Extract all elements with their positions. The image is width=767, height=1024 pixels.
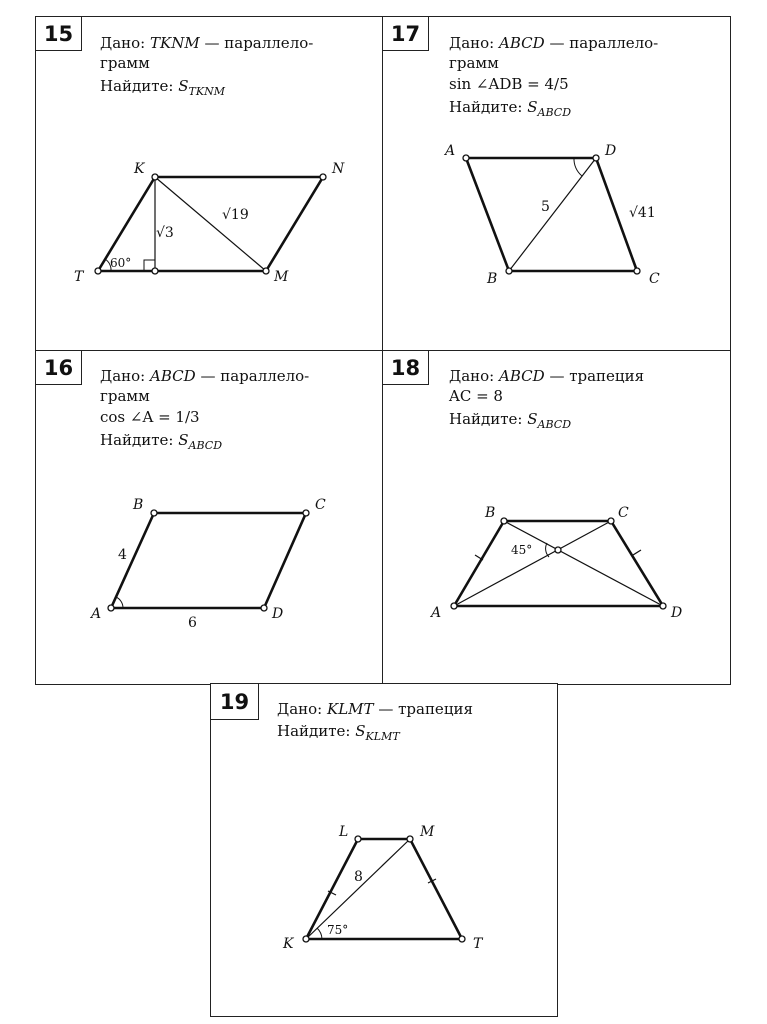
find-line: Найдите: $S_{KLMT}$ xyxy=(277,722,400,743)
label-m: M xyxy=(274,269,289,285)
label-k: K xyxy=(283,936,294,952)
label-b: B xyxy=(133,497,144,513)
vertex-m xyxy=(263,268,269,274)
parallelogram-abcd-figure xyxy=(36,351,385,686)
height-foot xyxy=(152,268,158,274)
vertex-a xyxy=(451,603,457,609)
vertex-d xyxy=(660,603,666,609)
label-angle: 60° xyxy=(110,256,132,270)
label-l: L xyxy=(339,824,349,840)
diagonal-bd xyxy=(504,521,663,606)
diagonal-km xyxy=(306,839,410,939)
diagonal-km xyxy=(155,177,266,271)
label-d: D xyxy=(272,606,284,622)
vertex-t xyxy=(459,936,465,942)
problem-number: 18 xyxy=(383,351,429,385)
condition-line: AC = 8 xyxy=(449,387,503,405)
find-line: Найдите: $S_{ABCD}$ xyxy=(449,98,572,119)
problem-17-card xyxy=(382,16,731,352)
problem-16-card xyxy=(35,350,384,685)
given-line: Дано: KLMT — трапеция xyxy=(277,700,473,718)
condition-line: cos ∠A = 1/3 xyxy=(100,408,200,426)
label-angle: 75° xyxy=(327,923,349,937)
vertex-b xyxy=(501,518,507,524)
problem-number: 15 xyxy=(36,17,82,51)
trapezoid-abcd-figure xyxy=(383,351,732,686)
problem-19-card xyxy=(210,683,558,1017)
label-d: D xyxy=(605,143,617,159)
vertex-c xyxy=(634,268,640,274)
problem-18-card xyxy=(382,350,731,685)
find-line: Найдите: $S_{TKNM}$ xyxy=(100,77,225,98)
vertex-m xyxy=(407,836,413,842)
problem-number: 17 xyxy=(383,17,429,51)
diagonal-intersection xyxy=(555,547,561,553)
label-b: B xyxy=(487,271,498,287)
vertex-l xyxy=(355,836,361,842)
given-continuation: грамм xyxy=(449,54,499,72)
parallelogram-tknm-figure xyxy=(36,17,385,353)
condition-line: sin ∠ADB = 4/5 xyxy=(449,75,569,93)
label-c: C xyxy=(649,271,660,287)
label-angle: 45° xyxy=(511,543,533,557)
label-diagonal: 5 xyxy=(541,199,550,215)
label-a: A xyxy=(91,606,102,622)
parallelogram-abcd-figure xyxy=(383,17,732,353)
label-b: B xyxy=(485,505,496,521)
given-continuation: грамм xyxy=(100,387,150,405)
label-c: C xyxy=(315,497,326,513)
vertex-d xyxy=(261,605,267,611)
vertex-c xyxy=(303,510,309,516)
trapezoid-klmt-figure xyxy=(211,684,559,1018)
diagonal-bd xyxy=(509,158,596,271)
label-side: √41 xyxy=(629,205,656,221)
label-side-ab: 4 xyxy=(118,547,127,563)
label-d: D xyxy=(671,605,683,621)
label-diagonal: √19 xyxy=(222,207,249,223)
vertex-t xyxy=(95,268,101,274)
vertex-a xyxy=(108,605,114,611)
label-height: √3 xyxy=(156,225,174,241)
label-a: A xyxy=(431,605,442,621)
vertex-b xyxy=(506,268,512,274)
given-line: Дано: ABCD — трапеция xyxy=(449,367,645,385)
given-line: Дано: ABCD — параллело- xyxy=(100,367,310,385)
given-line: Дано: ABCD — параллело- xyxy=(449,34,659,52)
label-diagonal: 8 xyxy=(354,869,363,885)
vertex-k xyxy=(303,936,309,942)
label-k: K xyxy=(134,161,145,177)
label-m: M xyxy=(420,824,435,840)
find-line: Найдите: $S_{ABCD}$ xyxy=(100,431,223,452)
given-line: Дано: TKNM — параллело- xyxy=(100,34,314,52)
problem-number: 19 xyxy=(211,684,259,720)
label-t: T xyxy=(74,269,84,285)
label-c: C xyxy=(618,505,629,521)
given-continuation: грамм xyxy=(100,54,150,72)
label-side-ad: 6 xyxy=(188,615,197,631)
angle-arc xyxy=(574,158,582,176)
trapezoid-outline xyxy=(454,521,663,606)
vertex-b xyxy=(151,510,157,516)
angle-arc xyxy=(116,597,123,608)
vertex-a xyxy=(463,155,469,161)
vertex-n xyxy=(320,174,326,180)
label-t: T xyxy=(473,936,483,952)
parallelogram-outline xyxy=(466,158,637,271)
vertex-k xyxy=(152,174,158,180)
problem-number: 16 xyxy=(36,351,82,385)
equal-mark-cd xyxy=(633,550,641,555)
angle-arc xyxy=(317,928,322,939)
label-n: N xyxy=(332,161,345,177)
parallelogram-outline xyxy=(111,513,306,608)
find-line: Найдите: $S_{ABCD}$ xyxy=(449,410,572,431)
vertex-d xyxy=(593,155,599,161)
problem-15-card xyxy=(35,16,384,352)
label-a: A xyxy=(445,143,456,159)
vertex-c xyxy=(608,518,614,524)
